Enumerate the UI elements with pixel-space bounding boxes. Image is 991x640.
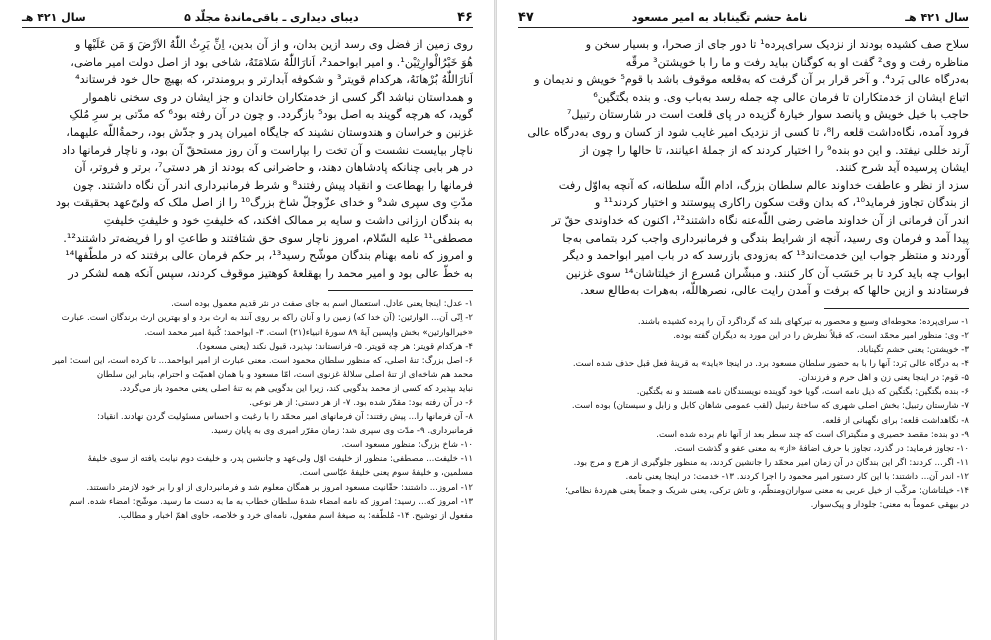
footnote: ۲- اِنّی اَن... الوارثین: (آن خدا که) زمین را و آنان راکه بر روی آنند به ارث برد و او بهترین ارث برندگان است. عبارت [61, 313, 473, 324]
left-year: سال ۴۲۱ هـ [22, 11, 86, 24]
body-line: آوردند و منتظر جواب این خدمت‌اند¹³ که به‌زودی بازرسد که در باب امیر ابواحمد و دیگر [563, 249, 969, 263]
body-line: سزد از نظر و عاطفت خداوند عالم سلطان بزرگ، ادام اللّه سلطانه، که آنچه به‌اوّل رفت [558, 178, 969, 192]
body-line: مناظره رفت و وی² گفت او به کوگنان بباید رفت و ما را با خویشتن³ مرقّه [625, 55, 969, 69]
footnote: ۳- خویشتن: یعنی حشم تگیناباد. [857, 345, 969, 356]
body-line: اندر آن فرمانی از آن خداوند ماضی رضی اللّه‌عنه نگاه داشتند¹²، اکنون که خداوندی حقّ تر [551, 213, 969, 227]
body-line: در هر بابی چنانکه پادشاهان دهند، و حاضرانی که بودند از هر دستی⁷، برتر و فروتر، آن [74, 161, 473, 175]
body-line: فرمانها را بهطاعت و انقیاد پیش رفتند⁸ و شرط فرمانبرداری اندر آن نگاه داشتند. چون [72, 178, 473, 192]
body-line: فرود آمده، نگاه‌داشت قلعه را⁸، تا کسی از نزدیک امیر غایب شود از کسان و روی به‌درگاه عالی [527, 125, 969, 139]
body-line: به خطّ عالی بود و امیر محمد را بهقلعهٔ کوهتیز موقوف کردند، سپس آنکه همه لشکر در [68, 266, 473, 280]
body-line: ایشان پرسیده آید شرح کنند. [835, 161, 969, 175]
footnote: «خیرالوارثین» بخش واپسین آیهٔ ۸۹ سورهٔ انبیاء(۲۱) است. ۳- ابواحمد: کُنیهٔ امیر محمد است. [144, 327, 473, 338]
body-line: و همداستان نباشد اگر کسی از خدمتکاران خاندان و جز ایشان در وی سخنی ناهموار [82, 90, 473, 104]
footnote-rule [824, 308, 969, 309]
footnote: ۱- سرای‌پرده: محوطه‌ای وسیع و محصور به تیرکهای بلند که گرداگرد آن را پرده کشیده باشند. [637, 316, 969, 327]
body-line: به‌درگاه عالی بَرد⁴. و آخر قرار بر آن گرفت که به‌قلعه موقوف باشد با قوم⁵ خویش و ندیمان و [534, 73, 969, 87]
footnote: ۱- عدل: اینجا یعنی عادل. استعمال اسم به جای صفت در نثر قدیم معمول بوده است. [171, 299, 473, 310]
footnote: ۱۳- امروز که... رسید: امروز که نامه امضاء شدهٔ سلطان خطاب به ما به دست ما رسید. موشّح: امضاء شده. اسم [69, 496, 473, 507]
right-running-title: نامهٔ حشم تگیناباد به امیر مسعود [631, 11, 808, 24]
body-line: به بندگان ارزانی داشت و سایه بر ممالک افکند، که خلیفتِ خود و خلیفتِ خلیفتِ [103, 213, 473, 227]
left-running-title: دیبای دیداری ـ باقی‌ماندهٔ مجلّد ۵ [184, 11, 359, 24]
body-line: هُوَ خَیْرُالْوارِثِیْن¹. و امیر ابواحمد²، اَنارَاللّٰهُ سَلامَتَهُ، شاخی بود از اصل دولت امیر ماضی، [70, 55, 473, 69]
footnote: ۱۴- خیلتاشان: مرکّب از خیل عربی به معنی سواران‌ومنظّم، و تاش ترکی، یعنی شریک و جمعاً یعنی هم‌ردهٔ نظامی؛ [565, 486, 969, 497]
right-page [496, 0, 991, 640]
footnote: ۴- هرکدام قویتر: هر چه قویتر. ۵- فرانستاند: نپذیرد، قبول نکند (یعنی مسعود). [196, 341, 473, 352]
left-page-number: ۴۶ [457, 10, 473, 25]
footnote: مسلمین، و خلیفهٔ سوم یعنی خلیفهٔ عبّاسی است. [299, 468, 473, 479]
footnote-rule [328, 290, 473, 291]
footnote: ۵- قوم: در اینجا یعنی زن و اهل حرم و فرزندان. [798, 373, 969, 384]
left-page [0, 0, 495, 640]
body-line: مصطفی¹¹ علیه السّلام، امروز ناچار سوی حق شتافتند و طاعتِ او را فریضه‌تر داشتند¹². [63, 231, 473, 245]
right-running-head [518, 10, 969, 28]
left-body-text [22, 36, 473, 282]
body-line: پیدا آمد و فرمان وی رسید، آنچه از شرایط بندگی و فرمانبرداری واجب کرد بتمامی به‌جا [562, 231, 969, 245]
right-body-text [518, 36, 969, 300]
body-line: آرند خللی نیفتد. و این دو بنده⁹ را اختیار کردند که از جملهٔ اعیانند، تا حالها را چون از [580, 143, 969, 157]
body-line: و امروز که نامه بهنام بندگان موشّح رسید¹³، بر حکم فرمان عالی برفتند که در ملطّفها¹⁴ [65, 249, 473, 263]
footnote: ۱۱- اگر... کردند: اگر این بندگان در آن زمان امیر محمّد را جانشین کردند، به منظور جلوگیری از هرج و مرج بود. [573, 457, 969, 468]
right-footnotes [518, 315, 969, 512]
footnote: ۶- اصل بزرگ: تنهٔ اصلی، که منظور سلطان محمود است. معنی عبارت از امیر ابواحمد... تا کرده است، این است: امیر [52, 355, 473, 366]
body-line: گوید، که هرچه گویند به اصل بود⁵ بازگردد. و چون در آن رفته بود⁶ که مدّتی بر سرِ مُلکِ [69, 108, 473, 122]
footnote: ۱۰- شاخ بزرگ: منظور مسعود است. [341, 440, 473, 451]
body-line: اَنارَاللّٰهُ بُرْهانَهُ، هرکدام قویتر³ و شکوفه آبدارتر و برومندتر، که بهیچ حال خود فرستاند⁴ [75, 73, 473, 87]
footnote: ۱۰- تجاوز فرماید: در گذرد، تجاوز با حرف اضافهٔ «از» به معنی عفو و گذشت است. [674, 443, 969, 454]
left-running-head [22, 10, 473, 28]
footnote: محمد هم شاخه‌ای از تنهٔ اصلی سلالهٔ غزنوی است، امّا مسعود و با همان اهمیّت و احترام، بنابر این سلطان [96, 369, 473, 380]
body-line: سلاح صف کشیده بودند از نزدیک سرای‌پرده¹ تا دور جای از صحرا، و بسیار سخن و [585, 38, 969, 51]
body-line: ابواب چه باید کرد تا بر حَسَب آن کار کنند. و مبشّران مُسرع از خیلتاشان¹⁴ سوی غزنین [565, 266, 969, 280]
footnote: ۸- آن فرمانها را... پیش رفتند: آن فرمانهای امیر محمّد را با رغبت و احساس مسئولیت گردن نهادند. انقیاد: [97, 412, 473, 423]
footnote: ۲- وی: منظور امیر محمّد است، که قبلاً نظرش را در این مورد به دیگران گفته بوده. [673, 331, 969, 341]
body-line: فرستادند و ازین حالها که برفت و آمدن رایت عالی، نصرهاللّه، به‌هرات به‌طالع سعد. [580, 284, 969, 298]
footnote: ۶- بنده بگتگین: بگتگین که ذیل نامه است، گویا خود گوینده نویسندگان نامه هستند و نه بگتگین. [636, 387, 969, 398]
footnote: ۸- نگاهداشت قلعه: برای نگهبانی از قلعه. [822, 415, 969, 426]
left-footnotes [22, 297, 473, 523]
footnote: مفعول از توشیح. ۱۴- مُلطّفه: به صیغهٔ اسم مفعول، نامه‌ای خرد و خلاصه، حاوی اهمّ اخبار و مطالب. [117, 510, 473, 521]
footnote: ۶- در آن رفته بود: مقدّر شده بود. ۷- از هر دستی: از هر نوعی. [249, 397, 473, 408]
footnote: ۱۲- اندر آن... داشتند: با این کار دستور امیر محمود را اجرا کردند. ۱۳- خدمت: در اینجا یعنی نامه. [625, 471, 969, 482]
footnote: ۱۱- خلیفت... مصطفی: منظور از خلیفت اوّل ولی‌عهد و جانشین پدر، و خلیفت دوم نیابت یافته از سوی خلیفهٔ [87, 454, 473, 465]
body-line: روی زمین از فضل وی رسد ازین بدان، و از آن بدین، اِنِّ یَرِثُ اللّٰهُ الاَرْضَ وَ مَن عَلَیْها و [74, 38, 473, 51]
footnote: ۷- شارستان رتبیل: بخش اصلی شهری که ساختهٔ رتبیل (لقب عمومی شاهان کابل و زابل و سیستان) بوده است. [571, 401, 969, 412]
footnote: ۱۲- امروز... داشتند: حقّانیت مسعود امروز بر همگان معلوم شد و فرمانبرداری از او را بر خود لازمتر دانستند. [86, 482, 473, 493]
body-line: مدّتِ وی سپری شد⁹ و خدای عزّوجلّ شاخ بزرگ¹⁰ را از اصل ملک که ولیّ‌عهد بحقیقت بود [55, 196, 473, 210]
body-line: حاجب با خیل خویش و پانصد سوار خیارهٔ گزیده در پای قلعت است در شارستان رتبیل⁷ [566, 108, 969, 122]
right-year: سال ۴۲۱ هـ [905, 11, 969, 24]
right-page-number: ۴۷ [518, 10, 534, 25]
body-line: غزنین و خراسان و هندوستان نشیند که جایگاه امیران پدر و جدّش بود، رحمةُاللّه علیهما، [66, 125, 473, 139]
body-line: ناچار بیایست نشست و آن تخت را بپاراست و آن روز مستحقّ آن بود، و ناچار فرمانها داد [61, 143, 473, 157]
body-line: اتباع ایشان از خدمتکاران تا فرمان عالی چه جمله رسد به‌باب وی. و بنده بگتگین⁶ [593, 90, 969, 104]
footnote: نباید بپذیرد که کسی از محمد بدگویی کند، زیرا این بدگویی هم به تنهٔ اصلی یعنی محمود باز می‌گردد. [119, 383, 473, 394]
footnote: ۹- دو بنده: مقصد حصیری و منگیتراک است که چند سطر بعد از آنها نام برده شده است. [656, 429, 969, 440]
footnote: فرمانبرداری. ۹- مدّت وی سپری شد: زمان مقرّر امیری وی به پایان رسید. [210, 426, 473, 437]
footnote: ۴- به درگاه عالی بَرد: آنها را با به حضور سلطان مسعود برد. در اینجا «باید» به قرینهٔ فعل قبل حذف شده است. [572, 359, 969, 370]
body-line: از بندگان تجاوز فرماید¹⁰، که بدان وقت سکون راکاری پیوستند و اختیار کردند¹¹ و [594, 196, 969, 210]
footnote: در بیهقی عموماً به معنی: جلودار و پیک‌سوار. [810, 500, 969, 511]
